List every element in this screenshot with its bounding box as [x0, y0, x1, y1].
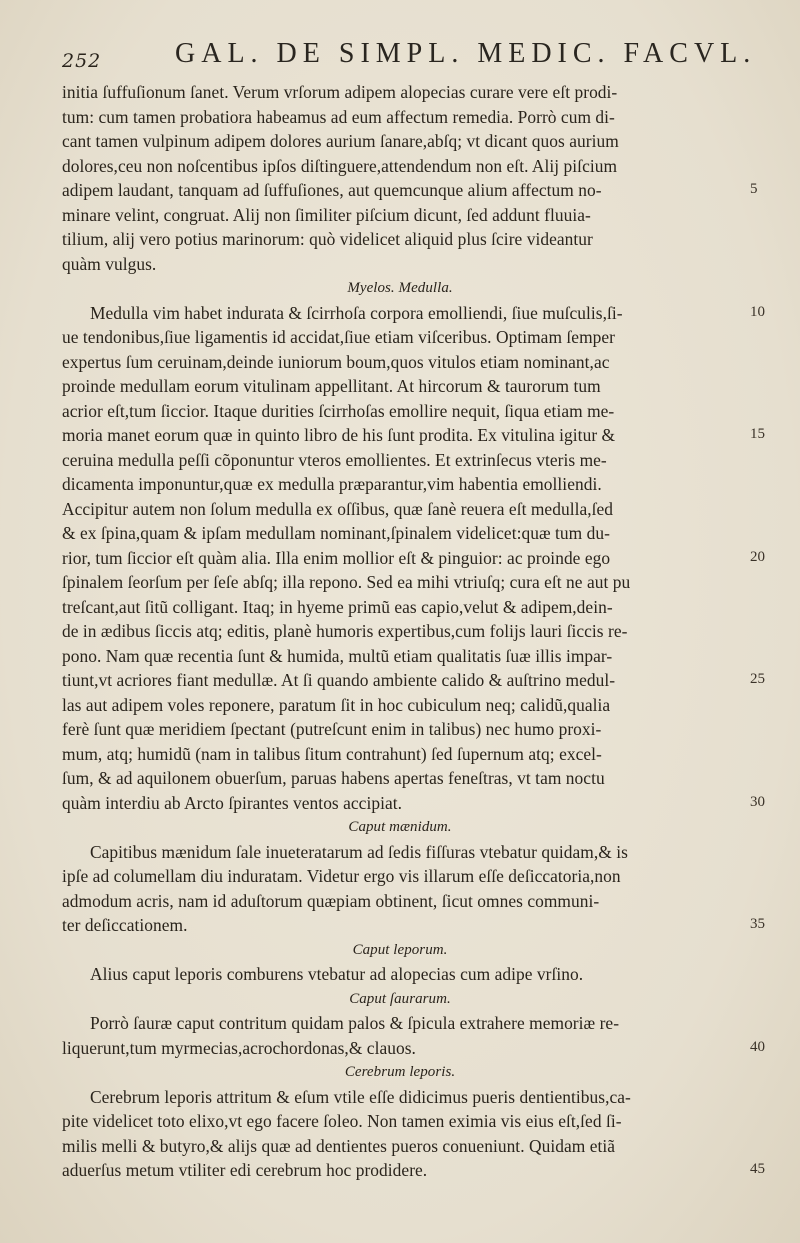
text-line: liquerunt,tum myrmecias,acrochordonas,& clauos.	[62, 1037, 416, 1058]
text-line: Alius caput leporis comburens vtebatur ad alopecias cum adipe vrſino.	[90, 964, 584, 984]
text-line: proinde medullam eorum vitulinam appellitant. At hircorum & taurorum tum	[62, 376, 601, 396]
text-line: tiunt,vt acriores fiant medullæ. At ſi quando ambiente calido & auſtrino medul-	[62, 670, 616, 690]
section-heading: Myelos. Medulla.	[347, 280, 453, 296]
text-line: adipem laudant, tanquam ad ſuffuſiones, aut quemcunque alium affectum no-	[62, 180, 602, 200]
text-line: de in ædibus ſiccis atq; editis, planè humoris expertibus,cum folijs lauri ſiccis re-	[62, 621, 628, 641]
margin-line-number: 15	[750, 426, 765, 442]
text-line: rior, tum ſiccior eſt quàm alia. Illa enim mollior eſt & pinguior: ac proinde ego	[62, 547, 611, 568]
text-line: ſpinalem ſeorſum per ſeſe abſq; illa repono. Sed ea mihi vtriuſq; cura eſt ne aut pu	[62, 572, 631, 592]
text-line: ferè ſunt quæ meridiem ſpectant (putreſcunt enim in talibus) nec humo proxi-	[62, 719, 602, 739]
text-block	[62, 80, 738, 1183]
text-line: initia ſuffuſionum ſanet. Verum vrſorum adipem alopecias curare vere eſt prodi-	[62, 82, 618, 102]
text-line: aduerſus metum vtiliter edi cerebrum hoc prodidere.	[62, 1160, 428, 1180]
text-line: admodum acris, nam id aduſtorum quæpiam obtinent, ſicut omnes communi-	[62, 890, 600, 911]
text-line: ipſe ad columellam diu induratam. Videtur ergo vis illarum eſſe deſiccatoria,non	[62, 866, 621, 886]
margin-line-number: 5	[750, 181, 758, 197]
margin-line-number: 45	[750, 1161, 765, 1177]
text-line: Porrò ſauræ caput contritum quidam palos & ſpicula extrahere memoriæ re-	[90, 1013, 620, 1033]
margin-line-number: 20	[750, 548, 765, 565]
text-line: ſum, & ad aquilonem obuerſum, paruas habens apertas feneſtras, vt tam noctu	[62, 768, 605, 788]
text-line: dolores,ceu non noſcentibus ipſos diſtinguere,attendendum non eſt. Alij piſcium	[62, 155, 618, 176]
text-line: cant tamen vulpinum adipem dolores aurium ſanare,abſq; vt dicant quos aurium	[62, 131, 619, 151]
text-line: ceruina medulla peſſi cõponuntur vteros emollientes. Et extrinſecus vteris me-	[62, 449, 607, 470]
text-line: tum: cum tamen probatiora habeamus ad eum affectum remedia. Porrò cum di-	[62, 106, 615, 127]
section-heading: Caput mænidum.	[348, 819, 452, 835]
margin-line-number: 25	[750, 671, 765, 687]
margin-line-number: 35	[750, 916, 765, 932]
page-number: 252	[62, 50, 102, 72]
margin-line-number: 30	[750, 793, 765, 810]
text-line: ue tendonibus,ſiue ligamentis id accidat,ſiue etiam viſceribus. Optimam ſemper	[62, 327, 616, 347]
text-line: milis melli & butyro,& alijs quæ ad dentientes pueros conueniunt. Quidam etiã	[62, 1135, 616, 1156]
text-line: acrior eſt,tum ſiccior. Itaque durities ſcirrhoſas emollire nequit, ſiqua etiam me-	[62, 400, 615, 421]
margin-line-number: 40	[750, 1038, 765, 1055]
text-line: quàm interdiu ab Arcto ſpirantes ventos accipiat.	[62, 792, 403, 813]
text-line: Accipitur autem non ſolum medulla ex oſſibus, quæ ſanè reuera eſt medulla,ſed	[62, 498, 614, 519]
text-line: treſcant,aut ſitũ colligant. Itaq; in hyeme primũ eas capio,velut & adipem,dein-	[62, 596, 613, 617]
section-heading: Caput leporum.	[352, 941, 448, 958]
text-line: quàm vulgus.	[62, 253, 157, 274]
text-line: las aut adipem voles reponere, paratum ſit in hoc cubiculum neq; calidũ,qualia	[62, 694, 611, 715]
text-line: dicamenta imponuntur,quæ ex medulla præparantur,vim habentia emolliendi.	[62, 474, 602, 494]
text-line: tilium, alij vero potius marinorum: quò videlicet aliquid plus ſcire videantur	[62, 229, 593, 249]
text-line: moria manet eorum quæ in quinto libro de his ſunt prodita. Ex vitulina igitur &	[62, 425, 616, 445]
text-line: & ex ſpina,quam & ipſam medullam nominant,ſpinalem videlicet:quæ tum du-	[62, 523, 610, 543]
text-line: minare velint, congruat. Alij non ſimiliter piſcium dicunt, ſed addunt fluuia-	[62, 204, 591, 225]
section-heading: Caput ſaurarum.	[349, 990, 451, 1007]
text-line: Medulla vim habet indurata & ſcirrhoſa corpora emolliendi, ſiue muſculis,ſi-	[90, 302, 623, 323]
running-head: GAL. DE SIMPL. MEDIC. FACVL.	[175, 38, 757, 69]
section-heading: Cerebrum leporis.	[344, 1064, 456, 1080]
text-line: pite videlicet toto elixo,vt ego facere ſoleo. Non tamen eximia vis eius eſt,ſed ſi-	[62, 1111, 622, 1131]
text-line: expertus ſum ceruinam,deinde iuniorum boum,quos vitulos etiam nominant,ac	[62, 351, 610, 372]
text-line: mum, atq; humidũ (nam in talibus ſitum contrahunt) ſed ſupernum atq; excel-	[62, 743, 602, 764]
text-line: Capitibus mænidum ſale inueteratarum ad ſedis fiſſuras vtebatur quidam,& is	[90, 841, 628, 862]
margin-line-number: 10	[750, 303, 765, 320]
text-line: ter deſiccationem.	[62, 915, 188, 935]
text-line: Cerebrum leporis attritum & eſum vtile eſſe didicimus pueris dentientibus,ca-	[90, 1086, 631, 1107]
text-line: pono. Nam quæ recentia ſunt & humida, multũ etiam qualitatis ſuæ illis impar-	[62, 645, 613, 666]
